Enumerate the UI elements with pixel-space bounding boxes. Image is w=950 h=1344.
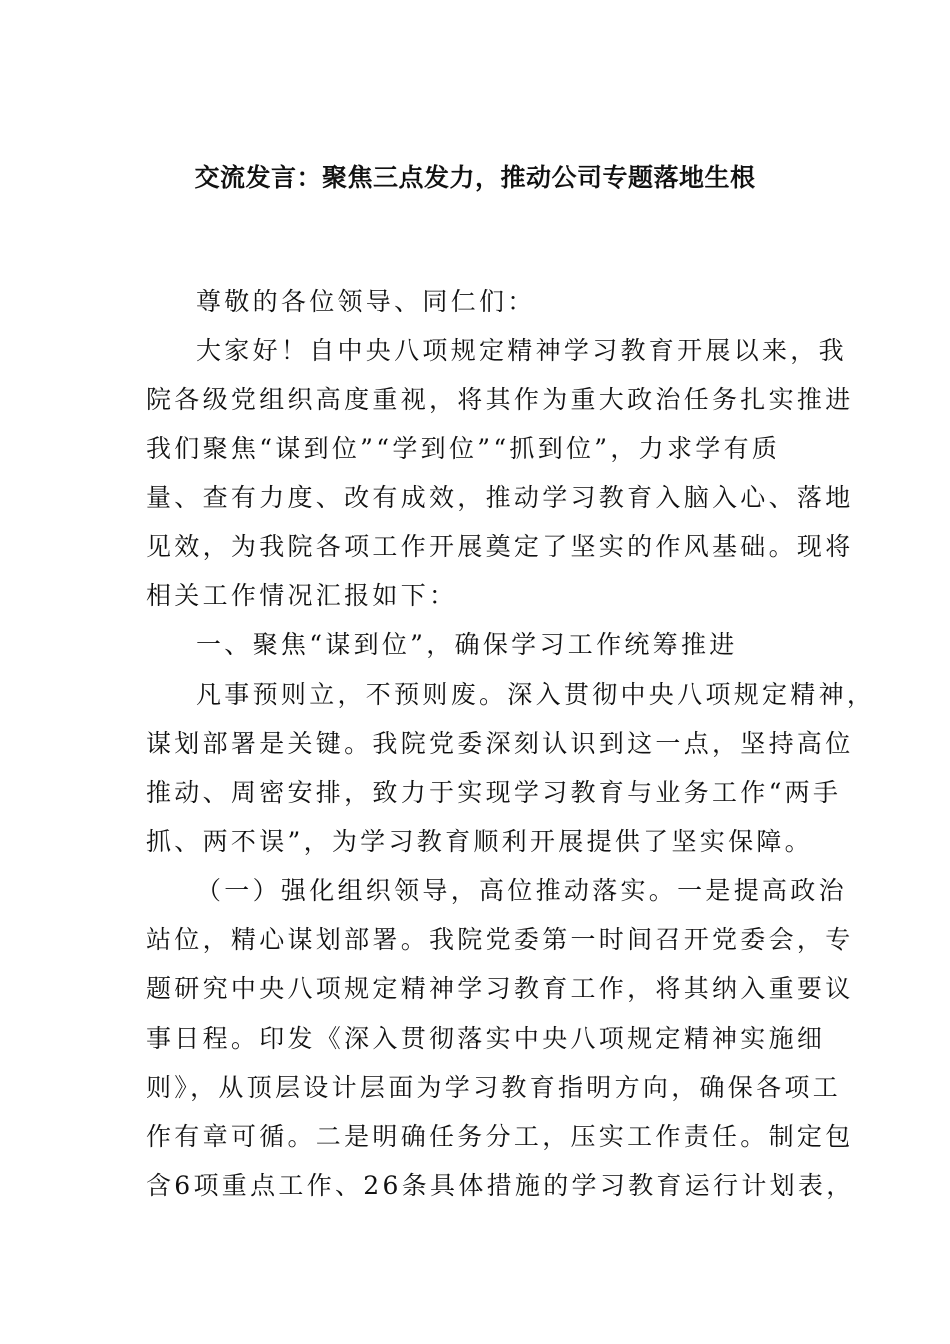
body-line: 推动、周密安排，致力于实现学习教育与业务工作“两手 [146,778,842,807]
subsection-line: （一）强化组织领导，高位推动落实。一是提高政治 [196,876,847,905]
body-line: 含6项重点工作、26条具体措施的学习教育运行计划表， [146,1171,855,1200]
salutation: 尊敬的各位领导、同仁们： [196,287,536,316]
body-line: 见效，为我院各项工作开展奠定了坚实的作风基础。现将 [146,532,854,561]
body-line: 凡事预则立，不预则废。深入贯彻中央八项规定精神， [196,680,876,709]
body-line: 院各级党组织高度重视，将其作为重大政治任务扎实推进 [146,385,854,414]
body-line: 大家好！自中央八项规定精神学习教育开展以来，我 [196,336,847,365]
body-line: 作有章可循。二是明确任务分工，压实工作责任。制定包 [146,1122,854,1151]
body-line: 相关工作情况汇报如下： [146,581,458,610]
body-line: 量、查有力度、改有成效，推动学习教育入脑入心、落地 [146,483,854,512]
body-line: 我们聚焦“谋到位”“学到位”“抓到位”，力求学有质 [146,434,781,463]
body-line: 则》，从顶层设计层面为学习教育指明方向，确保各项工 [146,1073,842,1102]
body-line: 谋划部署是关键。我院党委深刻认识到这一点，坚持高位 [146,729,854,758]
body-line: 站位，精心谋划部署。我院党委第一时间召开党委会，专 [146,925,854,954]
body-line: 事日程。印发《深入贯彻落实中央八项规定精神实施细 [146,1024,826,1053]
body-line: 抓、两不误”，为学习教育顺利开展提供了坚实保障。 [146,827,813,856]
body-line: 题研究中央八项规定精神学习教育工作，将其纳入重要议 [146,974,854,1003]
document-title: 交流发言：聚焦三点发力，推动公司专题落地生根 [194,163,756,192]
section-heading: 一、聚焦“谋到位”，确保学习工作统筹推进 [196,630,738,659]
